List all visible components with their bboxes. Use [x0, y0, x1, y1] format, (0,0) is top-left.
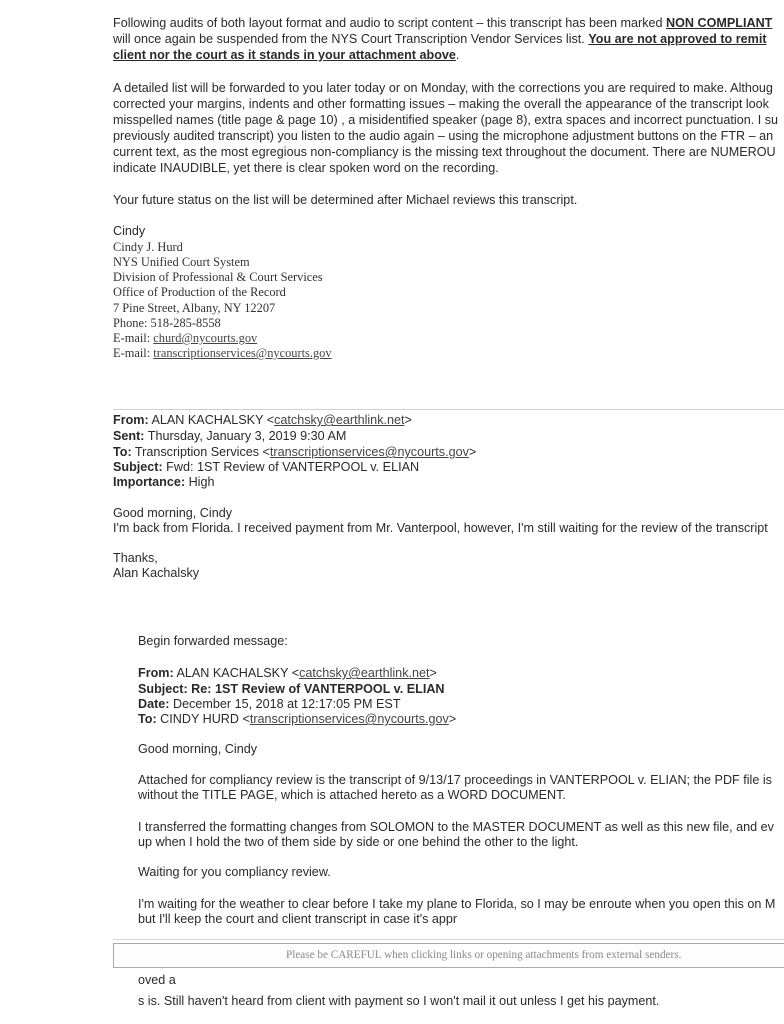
- from-name: ALAN KACHALSKY <: [148, 413, 275, 427]
- message-separator: [113, 409, 784, 410]
- fwd-sent: [113, 429, 346, 444]
- fwd-importance: [113, 475, 214, 490]
- to-name: Transcription Services <: [131, 445, 270, 459]
- not-approved-warning-cont: client nor the court as it stands in your attachment above: [113, 48, 456, 62]
- phone-value: 518-285-8558: [150, 316, 221, 330]
- signature-address: 7 Pine Street, Albany, NY 12207: [113, 301, 276, 315]
- bracket: >: [448, 712, 457, 726]
- from-email-link[interactable]: catchsky@earthlink.net: [299, 666, 430, 680]
- to-email-link[interactable]: transcriptionservices@nycourts.gov: [269, 445, 469, 459]
- email-label: E-mail:: [113, 346, 154, 360]
- date-label: Date:: [138, 697, 170, 711]
- signature-email2: [113, 346, 332, 361]
- subject-label: Subject:: [138, 682, 188, 696]
- signature-division: Division of Professional & Court Services: [113, 270, 323, 284]
- reply-para2-line: A detailed list will be forwarded to you later today or on Monday, with the corrections you are required to make. Althoug: [113, 81, 773, 95]
- signature-email1: [113, 331, 257, 346]
- to-label: To:: [138, 712, 157, 726]
- importance-label: Importance:: [113, 475, 186, 489]
- external-sender-warning-banner: [113, 943, 784, 968]
- orig-to: [138, 712, 456, 727]
- sent-label: Sent:: [113, 429, 145, 443]
- forwarded-intro: Begin forwarded message:: [138, 634, 288, 648]
- to-name: CINDY HURD <: [156, 712, 250, 726]
- orig-date: [138, 697, 401, 712]
- non-compliant-label: NON COMPLIANT: [666, 16, 773, 30]
- subject-value: Re: 1ST Review of VANTERPOOL v. ELIAN: [187, 682, 445, 696]
- reply-para2-line: indicate INAUDIBLE, yet there is clear spoken word on the recording.: [113, 161, 499, 175]
- fwd-thanks: Thanks,: [113, 551, 158, 565]
- reply-para2-line: previously audited transcript) you listen to the audio again – using the microphone adjustment buttons on the FTR – an: [113, 129, 774, 143]
- period: .: [455, 48, 460, 62]
- reply-para1-line2: [113, 32, 767, 47]
- importance-value: High: [185, 475, 215, 489]
- signoff: Cindy: [113, 224, 146, 238]
- fwd-greeting: Good morning, Cindy: [113, 506, 233, 520]
- email-label: E-mail:: [113, 331, 154, 345]
- from-name: ALAN KACHALSKY <: [173, 666, 300, 680]
- orig-para1-line: without the TITLE PAGE, which is attached hereto as a WORD DOCUMENT.: [138, 788, 566, 802]
- signature-phone: [113, 316, 221, 331]
- orig-greeting: Good morning, Cindy: [138, 742, 258, 756]
- fwd-body-line: I'm back from Florida. I received payment from Mr. Vanterpool, however, I'm still waiting for the review of the transcript: [113, 521, 768, 535]
- reply-para1-text: Following audits of both layout format and audio to script content – this transcript has been marked: [113, 16, 667, 30]
- orig-para2-line: I transferred the formatting changes from SOLOMON to the MASTER DOCUMENT as well as this new file, and ev: [138, 820, 774, 834]
- fragment-line: oved a: [138, 973, 176, 987]
- orig-para4-line: but I'll keep the court and client transcript in case it's appr: [138, 912, 458, 926]
- orig-para2-line: up when I hold the two of them side by side or one behind the other to the light.: [138, 835, 579, 849]
- fwd-to: [113, 445, 476, 460]
- fwd-sender-name: Alan Kachalsky: [113, 566, 200, 580]
- external-sender-warning-text: Please be CAREFUL when clicking links or opening attachments from external senders.: [286, 949, 682, 961]
- signature-org: NYS Unified Court System: [113, 255, 250, 269]
- subject-value: Fwd: 1ST Review of VANTERPOOL v. ELIAN: [162, 460, 420, 474]
- email-link-churd[interactable]: churd@nycourts.gov: [153, 331, 258, 345]
- reply-para2-line: corrected your margins, indents and other formatting issues – making the overall the appearance of the transcript look: [113, 97, 769, 111]
- bracket: >: [404, 413, 412, 427]
- reply-para1-text: will once again be suspended from the NYS Court Transcription Vendor Services list.: [113, 32, 589, 46]
- reply-para1-line3: [113, 48, 459, 63]
- banner-top-rule: [113, 939, 784, 940]
- fwd-from: [113, 413, 412, 428]
- from-email-link[interactable]: catchsky@earthlink.net: [274, 413, 405, 427]
- not-approved-warning: You are not approved to remit: [588, 32, 767, 46]
- to-email-link[interactable]: transcriptionservices@nycourts.gov: [249, 712, 449, 726]
- orig-para4-line: I'm waiting for the weather to clear before I take my plane to Florida, so I may be enroute when you open this on M: [138, 897, 776, 911]
- bracket: >: [468, 445, 477, 459]
- orig-from: [138, 666, 437, 681]
- from-label: From:: [138, 666, 174, 680]
- signature-name: Cindy J. Hurd: [113, 240, 183, 254]
- email-link-transcriptionservices[interactable]: transcriptionservices@nycourts.gov: [153, 346, 332, 360]
- reply-para1-line1: [113, 16, 772, 31]
- from-label: From:: [113, 413, 149, 427]
- reply-para2-line: misspelled names (title page & page 10) , a misidentified speaker (page 8), extra spaces and incorrect punctuation. I su: [113, 113, 779, 127]
- orig-subject: [138, 682, 445, 697]
- orig-para3: Waiting for you compliancy review.: [138, 865, 331, 879]
- to-label: To:: [113, 445, 132, 459]
- subject-label: Subject:: [113, 460, 163, 474]
- fwd-subject: [113, 460, 419, 475]
- reply-para3: Your future status on the list will be determined after Michael reviews this transcript.: [113, 193, 578, 207]
- fragment-line: s is. Still haven't heard from client with payment so I won't mail it out unless I get his payment.: [138, 994, 660, 1008]
- orig-para1-line: Attached for compliancy review is the transcript of 9/13/17 proceedings in VANTERPOOL v. ELIAN; the PDF file is: [138, 773, 772, 787]
- signature-office: Office of Production of the Record: [113, 285, 286, 299]
- reply-para2-line: current text, as the most egregious non-compliancy is the missing text throughout the document. There are NUMEROU: [113, 145, 776, 159]
- sent-value: Thursday, January 3, 2019 9:30 AM: [144, 429, 347, 443]
- bracket: >: [429, 666, 437, 680]
- phone-label: Phone:: [113, 316, 151, 330]
- date-value: December 15, 2018 at 12:17:05 PM EST: [169, 697, 401, 711]
